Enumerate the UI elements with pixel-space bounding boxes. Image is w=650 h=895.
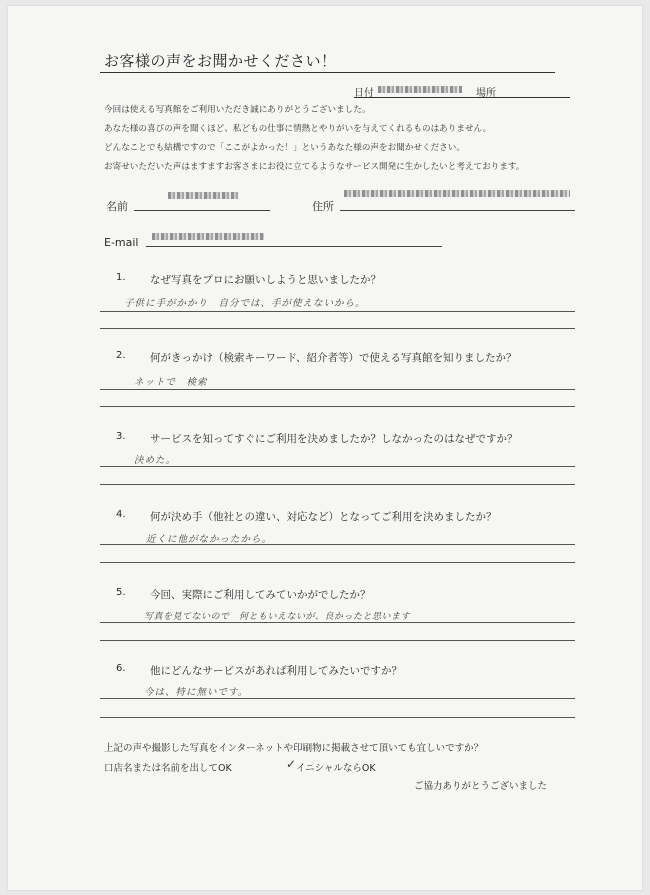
name-underline (134, 210, 270, 211)
thanks-text: ご協力ありがとうございました (414, 781, 548, 792)
question-1-text: なぜ写真をプロにお願いしようと思いましたか？ (150, 274, 381, 286)
answer-3-line-1 (100, 466, 575, 467)
name-value-redacted (168, 192, 238, 199)
date-value-redacted (378, 86, 462, 93)
answer-4-line-2 (100, 562, 575, 563)
question-3-text: サービスを知ってすぐにご利用を決めましたか？しなかったのはなぜですか？ (150, 433, 518, 445)
answer-6-line-1 (100, 698, 575, 699)
question-4-text: 何が決め手（他社との違い、対応など）となってご利用を決めましたか？ (150, 511, 497, 523)
email-label: E-mail (104, 236, 139, 249)
intro-line-1: 今回は使える写真館をご利用いただき誠にありがとうございました。 (104, 105, 371, 115)
option-name-ok[interactable]: 口店名または名前を出してOK (104, 763, 232, 774)
email-value-redacted (152, 233, 264, 240)
answer-2-line-1 (100, 389, 575, 390)
permission-question: 上記の声や撮影した写真をインターネットや印刷物に掲載させて頂いても宜しいですか？ (104, 743, 484, 754)
answer-1-line-1 (100, 311, 575, 312)
question-6-text: 他にどんなサービスがあれば利用してみたいですか？ (150, 665, 402, 677)
answer-5-line-2 (100, 640, 575, 641)
answer-5: 写真を見てないので 何ともいえないが、良かったと思います (144, 612, 411, 622)
intro-line-4: お寄せいただいた声はますますお客さまにお役に立てるようなサービス開発に生かしたいと考えております。 (104, 162, 525, 172)
answer-2: ネットで 検索 (134, 377, 208, 388)
answer-4: 近くに他がなかったから。 (146, 534, 273, 545)
question-4-number: 4. (116, 509, 126, 520)
page-title: お客様の声をお聞かせください！ (104, 52, 337, 70)
answer-5-line-1 (100, 622, 575, 623)
place-label: 場所 (476, 88, 496, 99)
question-2-number: 2. (116, 350, 126, 361)
question-5-text: 今回、実際にご利用してみていかがでしたか？ (150, 589, 371, 601)
answer-2-line-2 (100, 406, 575, 407)
checkmark-icon: ✓ (286, 757, 297, 771)
question-6-number: 6. (116, 663, 126, 674)
answer-1-line-2 (100, 328, 575, 329)
email-underline (146, 246, 442, 247)
answer-3: 決めた。 (134, 455, 177, 466)
question-2-text: 何がきっかけ（検索キーワード、紹介者等）で使える写真館を知りましたか？ (150, 352, 517, 364)
answer-4-line-1 (100, 544, 575, 545)
name-label: 名前 (106, 200, 128, 213)
question-1-number: 1. (116, 272, 126, 283)
date-label: 日付 (354, 88, 374, 99)
answer-6-line-2 (100, 717, 575, 718)
title-underline (100, 72, 555, 73)
answer-3-line-2 (100, 484, 575, 485)
intro-line-2: あなた様の喜びの声を聞くほど、私どもの仕事に情熱とやりがいを与えてくれるものはありません。 (104, 124, 492, 134)
address-label: 住所 (312, 200, 334, 213)
answer-6: 今は、特に無いです。 (144, 687, 249, 698)
answer-1: 子供に手がかかり 自分では、手が使えないから。 (124, 298, 366, 309)
date-underline (354, 97, 570, 98)
question-5-number: 5. (116, 587, 126, 598)
question-3-number: 3. (116, 431, 126, 442)
survey-sheet (8, 6, 642, 890)
intro-line-3: どんなことでも結構ですので「ここがよかった！」というあなた様の声をお聞かせください。 (104, 143, 465, 153)
address-underline (340, 210, 575, 211)
option-initials-ok[interactable]: イニシャルならOK (296, 763, 376, 774)
address-value-redacted (344, 190, 570, 197)
